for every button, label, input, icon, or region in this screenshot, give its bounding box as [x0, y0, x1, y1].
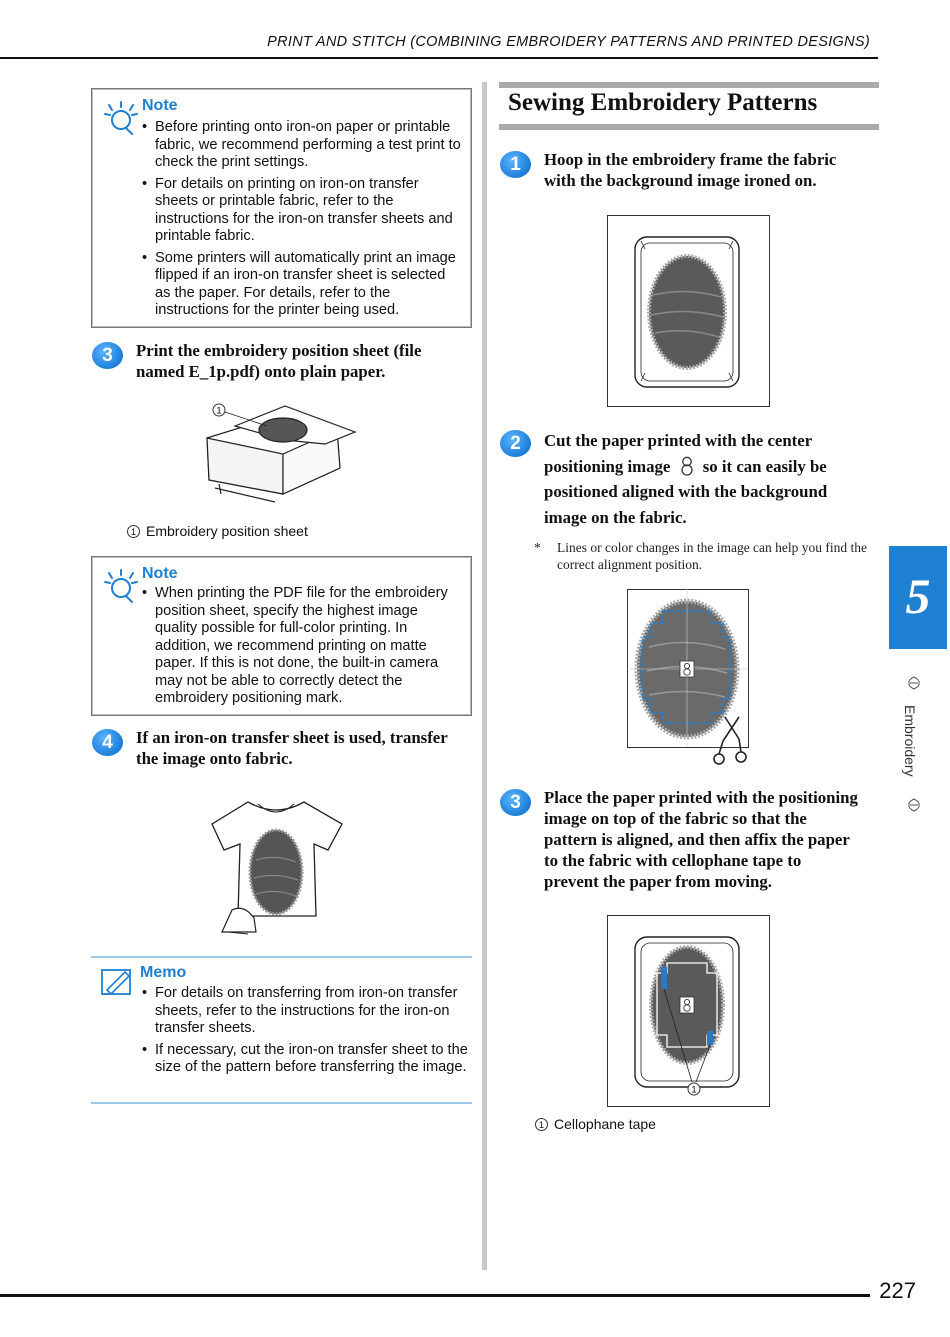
note-item: • When printing the PDF file for the embroidery position sheet, specify the highest image quality possible for full-color printing. In addition, we recommend printing on matte paper. If this is not done, the built-in camera may not be able to correctly detect the embroidery positioning mark. — [142, 585, 463, 708]
printer-legend: 1 Embroidery position sheet — [127, 523, 308, 539]
note-box-1 — [91, 88, 472, 328]
section-title: Sewing Embroidery Patterns — [508, 89, 818, 116]
callout-number: 1 — [216, 405, 222, 416]
step-text: Print the embroidery position sheet (file named E_1p.pdf) onto plain paper. — [136, 341, 422, 381]
step-place-paper — [500, 787, 880, 897]
note-list — [142, 585, 463, 712]
lightbulb-icon — [104, 101, 138, 135]
positioning-mark-icon — [679, 456, 695, 476]
footnote: * Lines or color changes in the image can help you find the correct alignment position. — [534, 540, 868, 572]
step-print-position-sheet — [92, 340, 472, 385]
step-transfer-image — [92, 727, 472, 772]
memo-item: • If necessary, cut the iron-on transfer sheet to the size of the pattern before transferring the image. — [142, 1042, 472, 1077]
note-title: Note — [142, 97, 178, 114]
note-item: • Some printers will automatically print an image flipped if an iron-on transfer sheet is selected as the paper. For details, refer to the instructions for the printer being used. — [142, 250, 463, 320]
step-number-badge: 3 — [92, 342, 123, 369]
memo-rule-top — [91, 956, 472, 958]
memo-rule-bottom — [91, 1102, 472, 1104]
memo-item: • For details on transferring from iron-on transfer sheets, refer to the instructions for the iron-on transfer sheets. — [142, 985, 472, 1038]
step-cut-paper — [500, 428, 880, 528]
memo-list — [142, 985, 472, 1081]
column-divider — [482, 82, 487, 1270]
printer-illustration — [195, 398, 365, 510]
section-bar-bottom — [499, 124, 879, 130]
callout-number: 1 — [691, 1084, 697, 1095]
callout-marker: 1 — [535, 1118, 548, 1131]
memo-title: Memo — [140, 964, 187, 981]
hooped-fabric-illustration — [607, 215, 770, 407]
tape-legend: 1 Cellophane tape — [535, 1116, 656, 1132]
header-rule — [0, 57, 878, 59]
step-text: Hoop in the embroidery frame the fabric with the background image ironed on. — [544, 150, 837, 190]
step-text: If an iron-on transfer sheet is used, transfer the image onto fabric. — [136, 728, 448, 768]
step-number-badge: 2 — [500, 430, 531, 457]
lightbulb-icon — [104, 569, 138, 603]
note-item: • Before printing onto iron-on paper or printable fabric, we recommend performing a test print to check the print settings. — [142, 119, 463, 172]
step-number-badge: 3 — [500, 789, 531, 816]
section-bar-top — [499, 82, 879, 88]
chapter-side-label: Embroidery — [902, 705, 918, 777]
cut-paper-illustration — [627, 589, 751, 767]
note-list — [142, 119, 463, 324]
taped-paper-illustration — [607, 915, 770, 1108]
page-number: 227 — [879, 1278, 916, 1303]
tshirt-illustration — [210, 800, 345, 942]
note-item: • For details on printing on iron-on transfer sheets or printable fabric, refer to the instructions for the iron-on transfer sheets and printable fabric. — [142, 176, 463, 246]
chapter-tab: 5 — [889, 546, 947, 649]
footer-rule — [0, 1294, 870, 1297]
step-text: Cut the paper printed with the center positioning image so it can easily be positioned aligned with the background image on the fabric. — [544, 431, 828, 527]
step-hoop-fabric — [500, 149, 880, 194]
callout-marker: 1 — [127, 525, 140, 538]
footnote-marker: * — [534, 540, 541, 555]
step-number-badge: 1 — [500, 151, 531, 178]
ornament-icon — [906, 798, 922, 812]
step-number-badge: 4 — [92, 729, 123, 756]
running-header: PRINT AND STITCH (COMBINING EMBROIDERY PATTERNS AND PRINTED DESIGNS) — [267, 34, 870, 50]
memo-pencil-icon — [101, 966, 133, 996]
step-text: Place the paper printed with the positioning image on top of the fabric so that the pattern is aligned, and then affix the paper to the fabric with cellophane tape to prevent the paper from moving. — [544, 788, 858, 891]
note-box-2 — [91, 556, 472, 716]
note-title: Note — [142, 565, 178, 582]
ornament-icon — [906, 676, 922, 690]
